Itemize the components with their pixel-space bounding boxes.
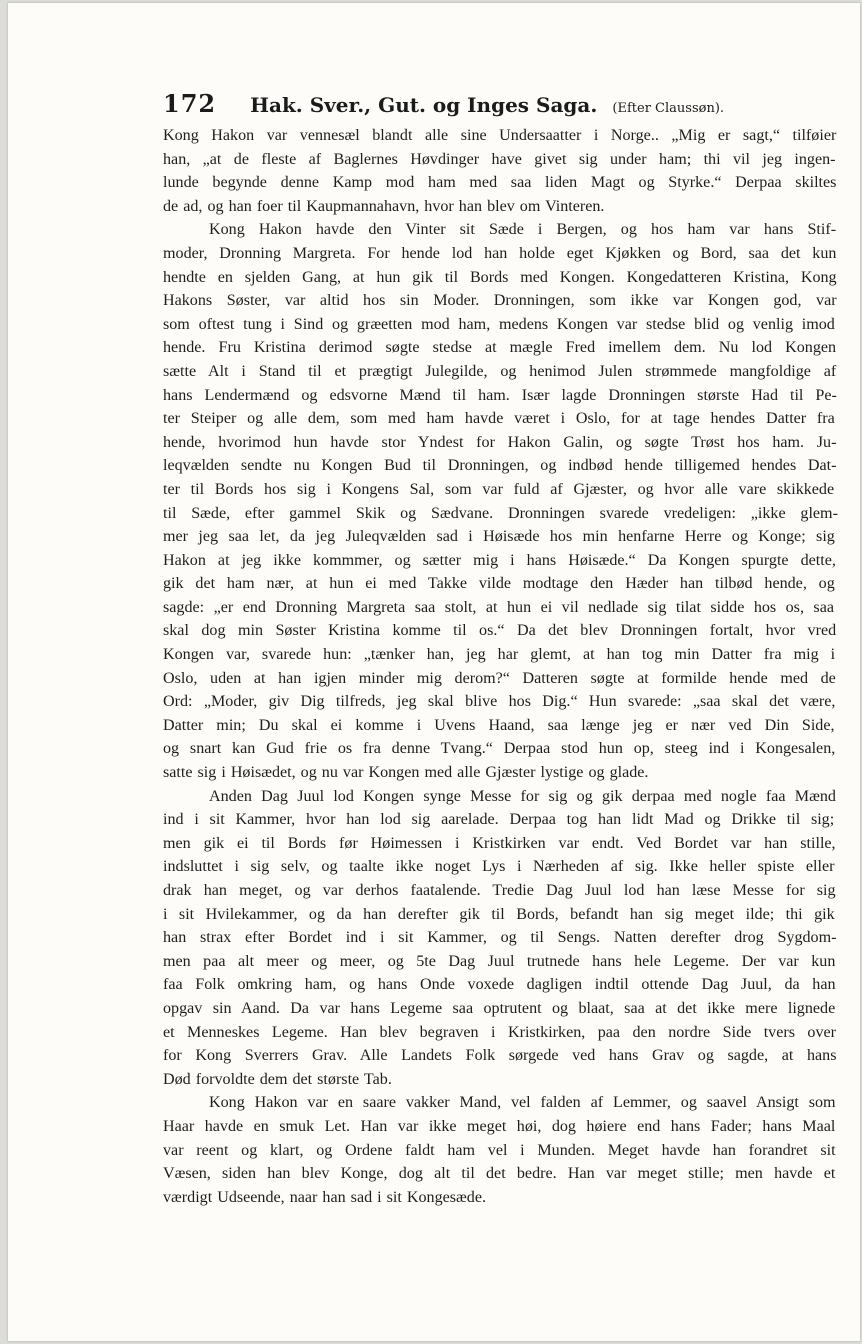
text-line: lunde begynde denne Kamp mod ham med saa liden Magt og Styrke.“ Derpaa skiltes — [163, 174, 837, 192]
text-line: Væsen, siden han blev Konge, dog alt til det bedre. Han var meget stille; men havde et — [163, 1165, 836, 1183]
text-line: de ad, og han foer til Kaupmannahavn, hvor han blev om Vinteren. — [163, 197, 605, 215]
text-line: satte sig i Høisædet, og nu var Kongen med alle Gjæster lystige og glade. — [163, 764, 649, 782]
text-line: drak han meget, og var derhos faatalende. Tredie Dag Juul lod han læse Messe for sig — [163, 882, 836, 899]
text-line: sætte Alt i Stand til et prægtigt Julegilde, og henimod Julen strømmede mangfoldige af — [163, 362, 837, 380]
text-line: Kong Hakon var en saare vakker Mand, vel falden af Lemmer, og saavel Ansigt som — [209, 1094, 836, 1112]
text-line: Ord: „Moder, giv Dig tilfreds, jeg skal blive hos Dig.“ Hun svarede: „saa skal det være, — [163, 693, 836, 711]
text-line: Hakons Søster, var altid hos sin Moder. Dronningen, som ikke var Kongen god, var — [163, 292, 837, 310]
text-line: men paa alt meer og meer, og 5te Dag Juul trutnede hans hele Legeme. Der var kun — [163, 952, 836, 970]
text-line: gik det ham nær, at hun ei med Takke vilde modtage den Hæder han tilbød hende, og — [163, 575, 835, 593]
text-line: indsluttet i sig selv, og taalte ikke noget Lys i Nærheden af sig. Ikke heller spiste eller — [163, 858, 835, 876]
text-line: Død forvoldte dem det største Tab. — [163, 1070, 392, 1088]
text-line: han strax efter Bordet ind i sit Kammer, og til Sengs. Natten derefter drog Sygdom- — [163, 929, 837, 947]
page-header — [163, 89, 843, 119]
text-line: værdigt Udseende, naar han sad i sit Kongesæde. — [163, 1188, 486, 1206]
text-line: hans Lendermænd og edsvorne Mænd til ham. Især lagde Dronningen største Had til Pe- — [163, 386, 837, 404]
text-line: moder, Dronning Margreta. For hende lod han holde eget Kjøkken og Bord, saa det kun — [163, 244, 837, 262]
text-line: Hakon at jeg ikke kommmer, og sætter mig i hans Høisæde.“ Da Kongen spurgte dette, — [163, 551, 836, 569]
text-line: i sit Hvilekammer, og da han derefter gik til Bords, befandt han sig meget ilde; thi gik — [163, 905, 835, 923]
text-line: for Kong Sverrers Grav. Alle Landets Folk sørgede ved hans Grav og sagde, at hans — [163, 1047, 837, 1065]
text-line: opgav sin Aand. Da var hans Legeme saa optrutent og blaat, saa at det ikke mere lignede — [163, 999, 836, 1017]
text-line: ter til Bords hos sig i Kongens Sal, som var fuld af Gjæster, og hvor alle vare skikkede — [163, 480, 835, 498]
text-line: ter Steiper og alle dem, som med ham havde været i Oslo, for at tage hendes Datter fra — [163, 410, 835, 428]
text-line: Haar havde en smuk Let. Han var ikke meget høi, dog høiere end hans Fader; hans Maal — [163, 1117, 836, 1135]
text-line: Kong Hakon havde den Vinter sit Sæde i Bergen, og hos ham var hans Stif- — [209, 221, 837, 239]
text-line: og snart kan Gud frie os fra denne Tvang.“ Derpaa stod hun op, steeg ind i Kongesalen, — [163, 740, 836, 758]
source-note: (Efter Claussøn). — [612, 101, 725, 116]
text-line: til Sæde, efter gammel Skik og Sædvane. Dronningen svarede vredeligen: „ikke glem- — [163, 504, 838, 522]
book-page — [8, 3, 860, 1341]
running-title: Hak. Sver., Gut. og Inges Saga. — [250, 93, 598, 117]
text-line: ind i sit Kammer, hvor han lod sig aarelade. Derpaa tog han lidt Mad og Drikke til sig; — [163, 811, 835, 829]
text-line: var reent og klart, og Ordene faldt ham vel i Munden. Meget havde han forandret sit — [163, 1141, 836, 1159]
text-line: som oftest tung i Sind og græetten mod ham, medens Kongen var stedse blid og venlig imod — [163, 315, 835, 333]
text-line: hendte en sjelden Gang, at hun gik til Bords med Kongen. Kongedatteren Kristina, Kong — [163, 268, 837, 286]
text-line: hende, hvorimod hun havde stor Yndest for Hakon Galin, og søgte Trøst hos ham. Ju- — [163, 433, 837, 451]
text-line: sagde: „er end Dronning Margreta saa stolt, at hun ei vil nedlade sig tilat sidde hos os, saa — [163, 598, 834, 616]
text-line: Kong Hakon var vennesæl blandt alle sine Undersaatter i Norge.. „Mig er sagt,“ tilføier — [163, 127, 837, 144]
text-line: faa Folk omkring ham, og hans Onde voxede dagligen indtil ottende Dag Juul, da han — [163, 976, 836, 994]
text-line: men gik ei til Bords før Høimessen i Kristkirken var endt. Ved Bordet var han stille, — [163, 834, 836, 852]
text-line: Kongen var, svarede hun: „tænker han, jeg har glemt, at han tog min Datter fra mig i — [163, 646, 836, 664]
text-line: hende. Fru Kristina derimod søgte stedse at mægle Fred imellem dem. Nu lod Kongen — [163, 339, 837, 357]
text-line: Oslo, uden at han igjen minder mig derom?“ Datteren søgte at formilde hende med de — [163, 669, 836, 687]
text-line: et Menneskes Legeme. Han blev begraven i Kristkirken, paa den nordre Side tvers over — [163, 1023, 837, 1041]
body-text — [163, 124, 843, 1209]
page-number: 172 — [163, 89, 217, 118]
text-line: Datter min; Du skal ei komme i Uvens Haand, saa længe jeg er nær ved Din Side, — [163, 716, 835, 734]
text-line: skal dog min Søster Kristina komme til os.“ Da det blev Dronningen fortalt, hvor vred — [163, 622, 837, 640]
text-line: mer jeg saa let, da jeg Juleqvælden sad i Høisæde hos min henfarne Herre og Konge; sig — [163, 528, 835, 546]
text-line: Anden Dag Juul lod Kongen synge Messe for sig og gik derpaa med nogle faa Mænd — [209, 787, 836, 805]
text-line: leqvælden sendte nu Kongen Bud til Dronningen, og indbød hende tilligemed hendes Dat- — [163, 457, 837, 475]
text-line: han, „at de fleste af Baglernes Høvdinger have givet sig under ham; thi vil jeg ingen- — [163, 150, 836, 168]
